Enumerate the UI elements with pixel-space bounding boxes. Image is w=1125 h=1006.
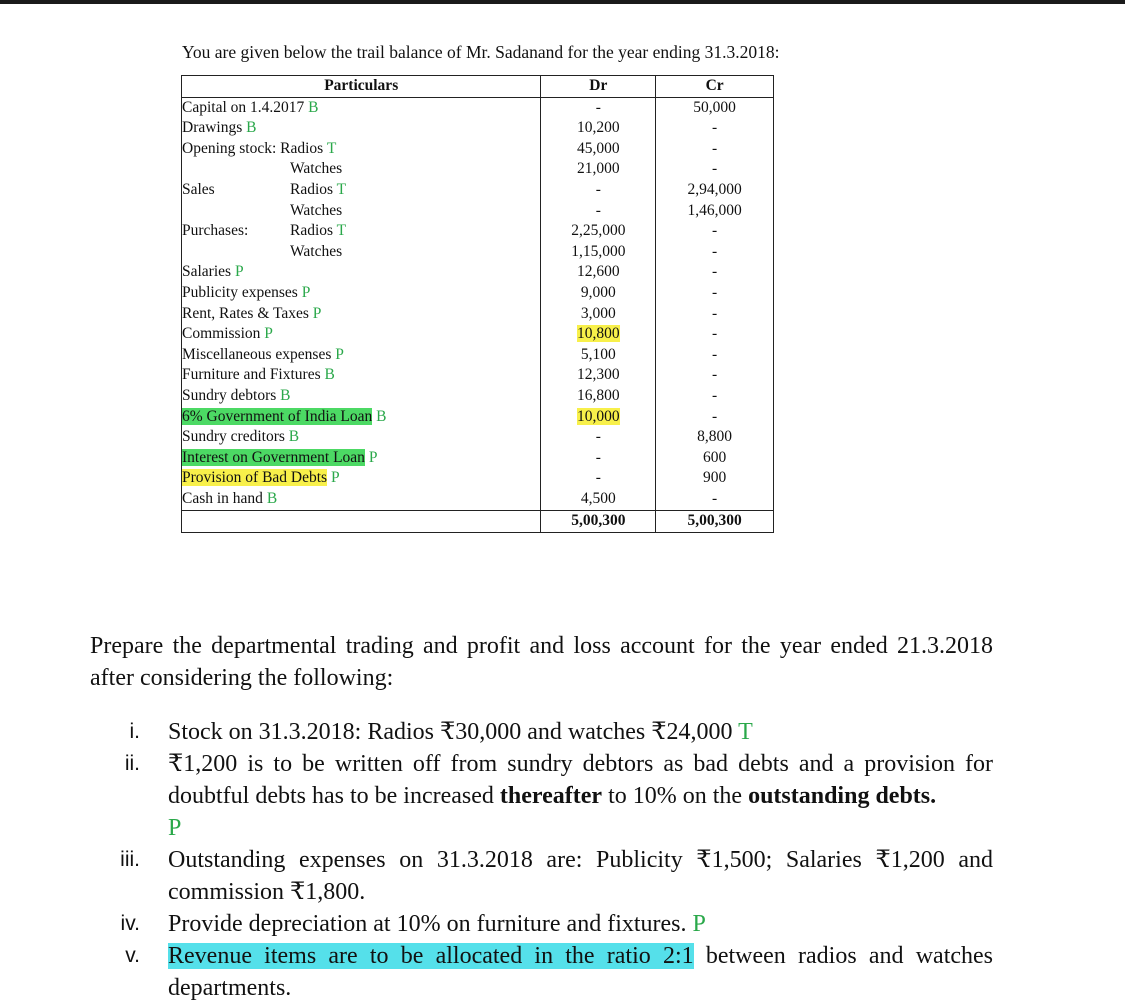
row-tag: P: [234, 263, 244, 281]
row-dr: -: [541, 180, 656, 201]
table-row: [182, 242, 774, 263]
total-cr: 5,00,300: [656, 511, 774, 533]
row-cr: -: [656, 345, 774, 366]
row-dr: 10,800: [577, 325, 620, 343]
row-tag: P: [330, 469, 340, 487]
row-name: Salaries: [182, 263, 232, 281]
table-row: [182, 386, 774, 407]
question-text: Prepare the departmental trading and profit and loss account for the year ended 21.3.2018 after considering the following:: [90, 633, 993, 691]
row-name: Sundry debtors: [182, 386, 277, 404]
row-tag: B: [376, 407, 387, 425]
table-row: [182, 262, 774, 283]
row-cr: -: [656, 159, 774, 180]
row-name: Radios: [290, 180, 334, 198]
row-dr: 10,000: [577, 407, 620, 425]
row-dr: 21,000: [541, 159, 656, 180]
item-text: between radios and watches departments.: [168, 943, 994, 1001]
header-dr: Dr: [541, 76, 656, 98]
row-name: Interest on Government Loan: [182, 448, 365, 466]
table-row: [182, 365, 774, 386]
row-name: Opening stock: Radios: [182, 139, 324, 157]
row-cr: -: [656, 386, 774, 407]
table-row: [182, 468, 774, 489]
row-cr: -: [656, 221, 774, 242]
table-row: [182, 324, 774, 345]
row-tag: P: [335, 345, 344, 363]
item-text: ₹1,200 is to be written off from sundry debtors as bad debts and a provision for doubtful debts has to be increased: [168, 751, 993, 809]
list-marker: i.: [129, 720, 140, 743]
trial-balance-table: [181, 75, 774, 533]
list-marker: iv.: [120, 912, 140, 935]
list-marker: v.: [125, 944, 140, 967]
header-particulars: Particulars: [182, 76, 541, 98]
row-cr: -: [656, 304, 774, 325]
row-name: Commission: [182, 325, 261, 343]
row-tag: P: [264, 325, 273, 343]
row-dr: -: [541, 97, 656, 118]
row-name: Miscellaneous expenses: [182, 345, 332, 363]
table-row: [182, 283, 774, 304]
row-name: Watches: [290, 160, 343, 178]
header-cr: Cr: [656, 76, 774, 98]
table-row: [182, 427, 774, 448]
row-dr: 10,200: [541, 118, 656, 139]
row-cr: 1,46,000: [656, 201, 774, 222]
row-cr: -: [656, 365, 774, 386]
row-name: Cash in hand: [182, 489, 263, 507]
question-paragraph: [90, 630, 993, 694]
row-name: Drawings: [182, 119, 243, 137]
intro-text: You are given below the trail balance of Mr. Sadanand for the year ending 31.3.2018:: [182, 42, 780, 62]
row-cr: -: [656, 489, 774, 511]
item-text: Provide depreciation at 10% on furniture and fixtures.: [168, 911, 687, 937]
row-cr: -: [656, 118, 774, 139]
row-name: Watches: [290, 242, 343, 260]
total-dr: 5,00,300: [541, 511, 656, 533]
row-dr: -: [541, 468, 656, 489]
row-name: Radios: [290, 222, 334, 240]
row-name: Sundry creditors: [182, 428, 285, 446]
table-row: [182, 304, 774, 325]
row-name: 6% Government of India Loan: [182, 407, 373, 425]
row-tag: T: [336, 180, 347, 198]
row-dr: 16,800: [541, 386, 656, 407]
row-name: Publicity expenses: [182, 283, 298, 301]
row-dr: 12,300: [541, 365, 656, 386]
row-cr: -: [656, 139, 774, 160]
item-tag: P: [692, 911, 706, 937]
row-cr: -: [656, 283, 774, 304]
row-cr: 600: [656, 448, 774, 469]
row-tag: P: [368, 448, 378, 466]
row-dr: 12,600: [541, 262, 656, 283]
row-name: Provision of Bad Debts: [182, 469, 328, 487]
row-tag: T: [336, 222, 347, 240]
row-group: Sales: [182, 180, 215, 198]
row-dr: 5,100: [541, 345, 656, 366]
row-tag: B: [308, 98, 319, 116]
row-group: Purchases:: [182, 222, 249, 240]
row-name: Watches: [290, 201, 343, 219]
row-tag: B: [280, 386, 291, 404]
item-tag: T: [738, 719, 753, 745]
row-tag: T: [326, 139, 337, 157]
table-row: [182, 159, 774, 180]
table-row: [182, 489, 774, 511]
item-text: Outstanding expenses on 31.3.2018 are: Publicity ₹1,500; Salaries ₹1,200 and commission ₹1,800.: [168, 847, 993, 905]
total-label-cell: [182, 511, 541, 533]
row-cr: 2,94,000: [656, 180, 774, 201]
table-row: [182, 201, 774, 222]
table-total-row: [182, 511, 774, 533]
table-row: [182, 180, 774, 201]
row-cr: -: [656, 242, 774, 263]
row-cr: -: [656, 262, 774, 283]
item-text: Stock on 31.3.2018: Radios ₹30,000 and watches ₹24,000: [168, 719, 733, 745]
item-bold-text: thereafter: [499, 783, 603, 809]
row-name: Capital on 1.4.2017: [182, 98, 305, 116]
row-dr: 4,500: [541, 489, 656, 511]
table-row: [182, 139, 774, 160]
row-tag: B: [288, 428, 300, 446]
table-row: [182, 407, 774, 428]
row-dr: 3,000: [541, 304, 656, 325]
row-dr: 9,000: [541, 283, 656, 304]
row-cr: 8,800: [656, 427, 774, 448]
row-tag: B: [266, 489, 278, 507]
item-text: to 10% on the: [608, 783, 743, 809]
row-dr: -: [541, 201, 656, 222]
row-tag: B: [246, 119, 257, 137]
row-cr: -: [656, 324, 774, 345]
row-dr: 2,25,000: [541, 221, 656, 242]
row-tag: P: [301, 283, 311, 301]
list-marker: iii.: [120, 848, 140, 871]
row-cr: 50,000: [656, 97, 774, 118]
table-row: [182, 221, 774, 242]
table-header-row: [182, 76, 774, 98]
item-tag: P: [168, 815, 182, 841]
row-tag: P: [312, 304, 322, 322]
item-bold-text: outstanding debts.: [748, 783, 937, 809]
row-tag: B: [324, 366, 335, 384]
table-row: [182, 97, 774, 118]
top-border: [0, 0, 1125, 4]
row-dr: 45,000: [541, 139, 656, 160]
item-highlight-text: Revenue items are to be allocated in the ratio 2:1: [168, 943, 694, 969]
row-name: Rent, Rates & Taxes: [182, 304, 309, 322]
row-cr: -: [656, 407, 774, 428]
table-row: [182, 448, 774, 469]
table-row: [182, 118, 774, 139]
row-name: Furniture and Fixtures: [182, 366, 321, 384]
row-cr: 900: [656, 468, 774, 489]
table-row: [182, 345, 774, 366]
list-marker: ii.: [124, 752, 140, 775]
row-dr: -: [541, 427, 656, 448]
row-dr: -: [541, 448, 656, 469]
row-dr: 1,15,000: [541, 242, 656, 263]
